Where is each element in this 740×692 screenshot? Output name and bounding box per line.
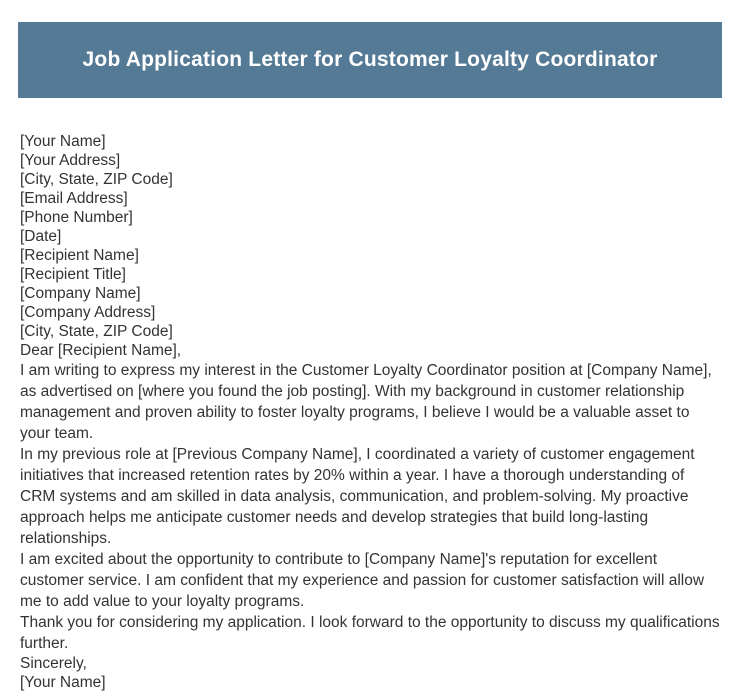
document-header-banner	[18, 22, 722, 98]
page-title: Job Application Letter for Customer Loyalty Coordinator	[82, 48, 658, 72]
address-line-phone: [Phone Number]	[20, 209, 133, 226]
address-line-your-name: [Your Name]	[20, 133, 106, 150]
address-line-company-city-state-zip: [City, State, ZIP Code]	[20, 323, 173, 340]
address-line-date: [Date]	[20, 228, 62, 245]
body-paragraph-4: Thank you for considering my application. I look forward to the opportunity to discuss my qualifications further.	[20, 614, 720, 652]
signature: [Your Name]	[20, 674, 106, 691]
body-paragraph-1: I am writing to express my interest in the Customer Loyalty Coordinator position at [Company Name], as advertised on [where you found the job posting]. With my background in customer relationship management and proven ability to foster loyalty programs, I believe I would be a valuable asset to your team.	[20, 362, 712, 442]
body-paragraph-2: In my previous role at [Previous Company Name], I coordinated a variety of customer engagement initiatives that increased retention rates by 20% within a year. I have a thorough understanding of CRM systems and am skilled in data analysis, communication, and problem-solving. My proactive approach helps me anticipate customer needs and develop strategies that build long-lasting relationships.	[20, 446, 695, 547]
address-line-company-name: [Company Name]	[20, 285, 141, 302]
address-line-your-address: [Your Address]	[20, 152, 121, 169]
address-line-email: [Email Address]	[20, 190, 128, 207]
body-paragraph-3: I am excited about the opportunity to contribute to [Company Name]'s reputation for excellent customer service. I am confident that my experience and passion for customer satisfaction will allow me to add value to your loyalty programs.	[20, 551, 705, 610]
closing: Sincerely,	[20, 655, 87, 672]
address-line-city-state-zip: [City, State, ZIP Code]	[20, 171, 173, 188]
salutation: Dear [Recipient Name],	[20, 342, 182, 359]
address-line-recipient-title: [Recipient Title]	[20, 266, 126, 283]
address-line-recipient-name: [Recipient Name]	[20, 247, 139, 264]
address-line-company-address: [Company Address]	[20, 304, 156, 321]
letter-body	[20, 132, 720, 692]
